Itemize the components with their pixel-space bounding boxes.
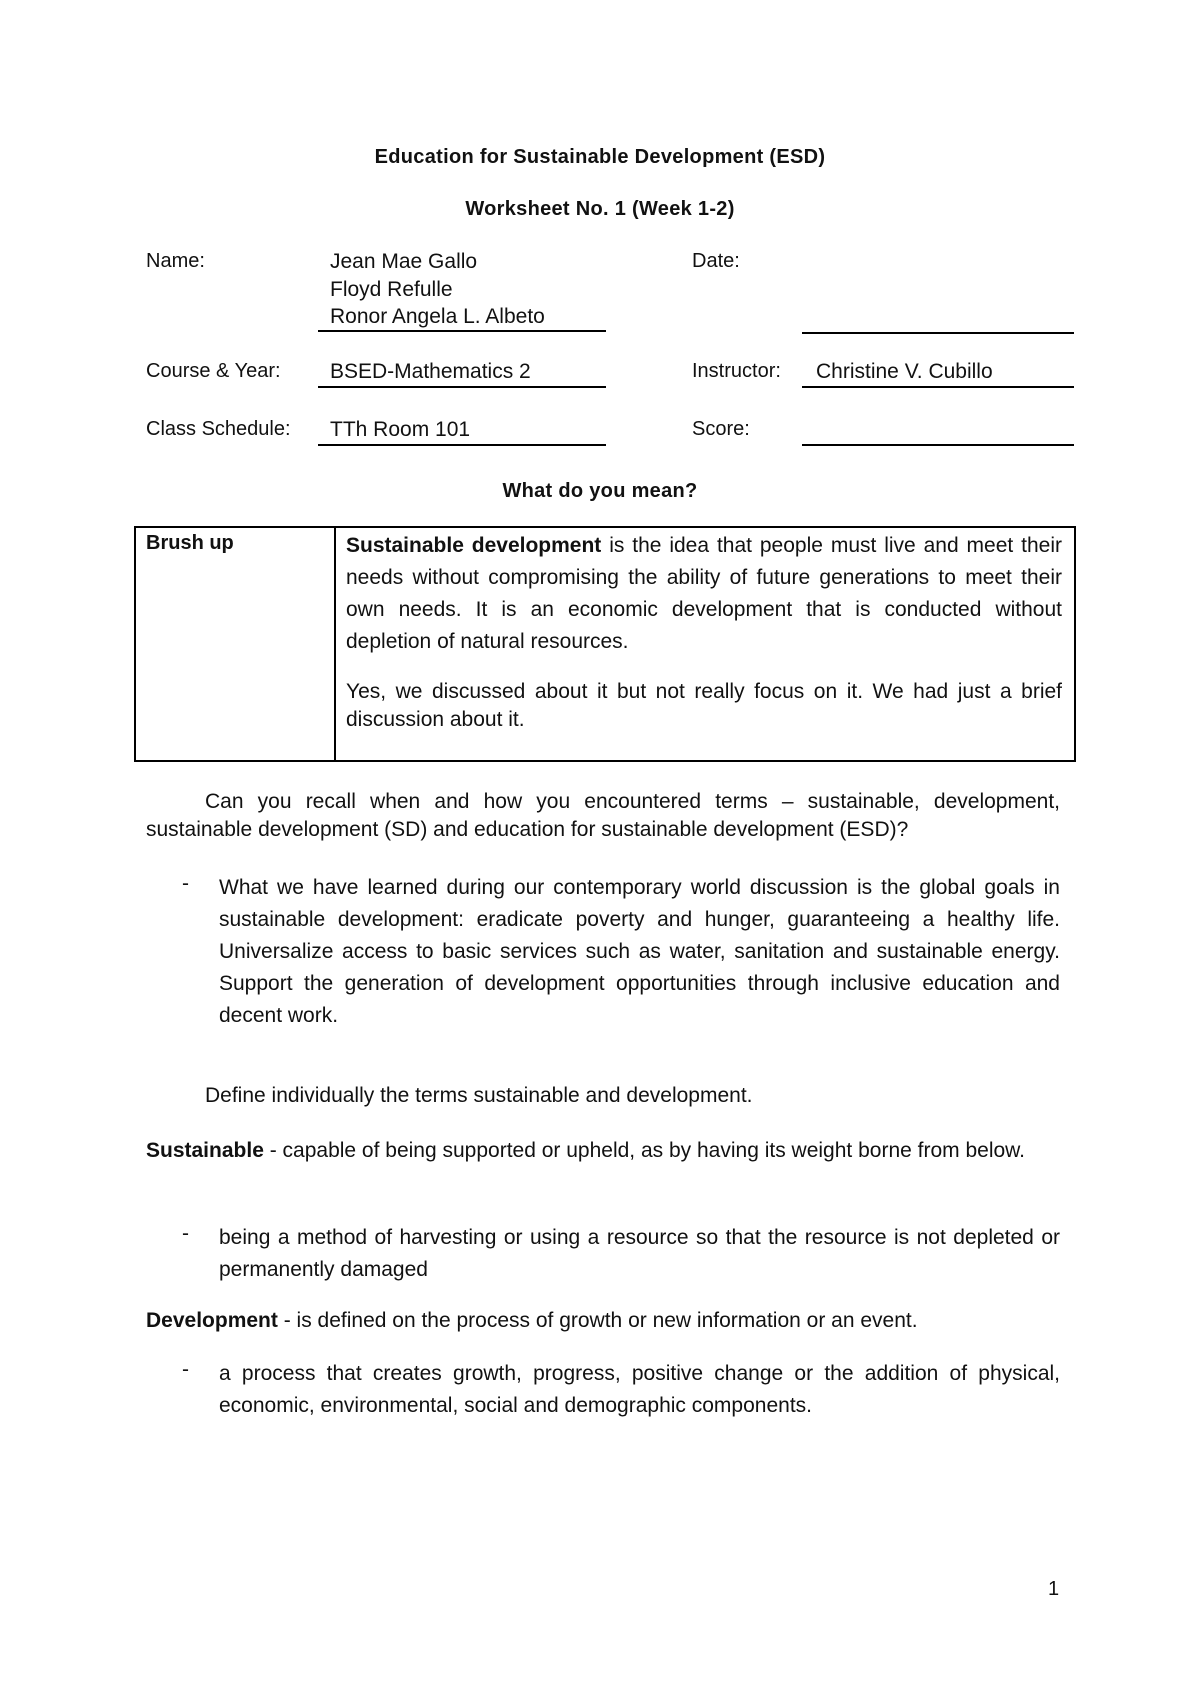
course-value: BSED-Mathematics 2 bbox=[330, 360, 531, 383]
page-number: 1 bbox=[1048, 1578, 1060, 1600]
name-entry-1: Jean Mae Gallo bbox=[330, 250, 478, 273]
development-sub-definition: a process that creates growth, progress, positive change or the addition of physical, economic, environmental, social and demographic components. bbox=[219, 1362, 1060, 1417]
name-label: Name: bbox=[146, 250, 205, 272]
name-entry-2: Floyd Refulle bbox=[330, 278, 453, 301]
sustainable-sub-definition: being a method of harvesting or using a resource so that the resource is not depleted or permanently damaged bbox=[219, 1226, 1060, 1281]
brush-up-label: Brush up bbox=[135, 527, 335, 761]
brush-up-definition: Sustainable development is the idea that people must live and meet their needs without compromising the ability of future generations to meet their own needs. It is an economic development that is conducted without depletion of natural resources. bbox=[346, 534, 1062, 653]
question-define: Define individually the terms sustainable and development. bbox=[205, 1084, 753, 1107]
course-field[interactable] bbox=[318, 358, 606, 388]
date-field[interactable] bbox=[802, 302, 1074, 334]
answer-bullet: - bbox=[182, 872, 189, 895]
schedule-value: TTh Room 101 bbox=[330, 418, 471, 441]
development-definition: Development - is defined on the process of growth or new information or an event. bbox=[146, 1309, 918, 1332]
document-title: Education for Sustainable Development (ESD) bbox=[374, 146, 826, 168]
brush-up-term: Sustainable development bbox=[346, 534, 602, 557]
sustainable-term: Sustainable bbox=[146, 1139, 264, 1162]
score-label: Score: bbox=[692, 418, 750, 440]
name-field[interactable] bbox=[318, 250, 606, 332]
sustainable-definition: Sustainable - capable of being supported or upheld, as by having its weight borne from below. bbox=[146, 1139, 1026, 1162]
sustainable-bullet: - bbox=[182, 1222, 189, 1245]
date-label: Date: bbox=[692, 250, 740, 272]
answer-recall: What we have learned during our contemporary world discussion is the global goals in sustainable development: eradicate poverty and hunger, guaranteeing a healthy life. Universalize access to basic services such as water, sanitation and sustainable energy. Support the generation of development opportunities through inclusive education and decent work. bbox=[219, 876, 1060, 1027]
score-field[interactable] bbox=[802, 416, 1074, 446]
schedule-field[interactable] bbox=[318, 416, 606, 446]
worksheet-subtitle: Worksheet No. 1 (Week 1-2) bbox=[465, 198, 735, 220]
instructor-field[interactable] bbox=[802, 358, 1074, 388]
development-term: Development bbox=[146, 1309, 278, 1332]
course-label: Course & Year: bbox=[146, 360, 281, 382]
schedule-label: Class Schedule: bbox=[146, 418, 291, 440]
brush-up-content bbox=[335, 527, 1075, 761]
development-bullet: - bbox=[182, 1358, 189, 1381]
question-recall: Can you recall when and how you encountered terms – sustainable, development, sustainable development (SD) and education for sustainable development (ESD)? bbox=[146, 790, 1060, 841]
section-title: What do you mean? bbox=[502, 480, 698, 502]
brush-up-answer: Yes, we discussed about it but not really focus on it. We had just a brief discussion about it. bbox=[346, 680, 1062, 731]
brush-up-table bbox=[134, 526, 1076, 762]
instructor-value: Christine V. Cubillo bbox=[816, 360, 993, 383]
instructor-label: Instructor: bbox=[692, 360, 781, 382]
name-entry-3: Ronor Angela L. Albeto bbox=[330, 305, 545, 328]
